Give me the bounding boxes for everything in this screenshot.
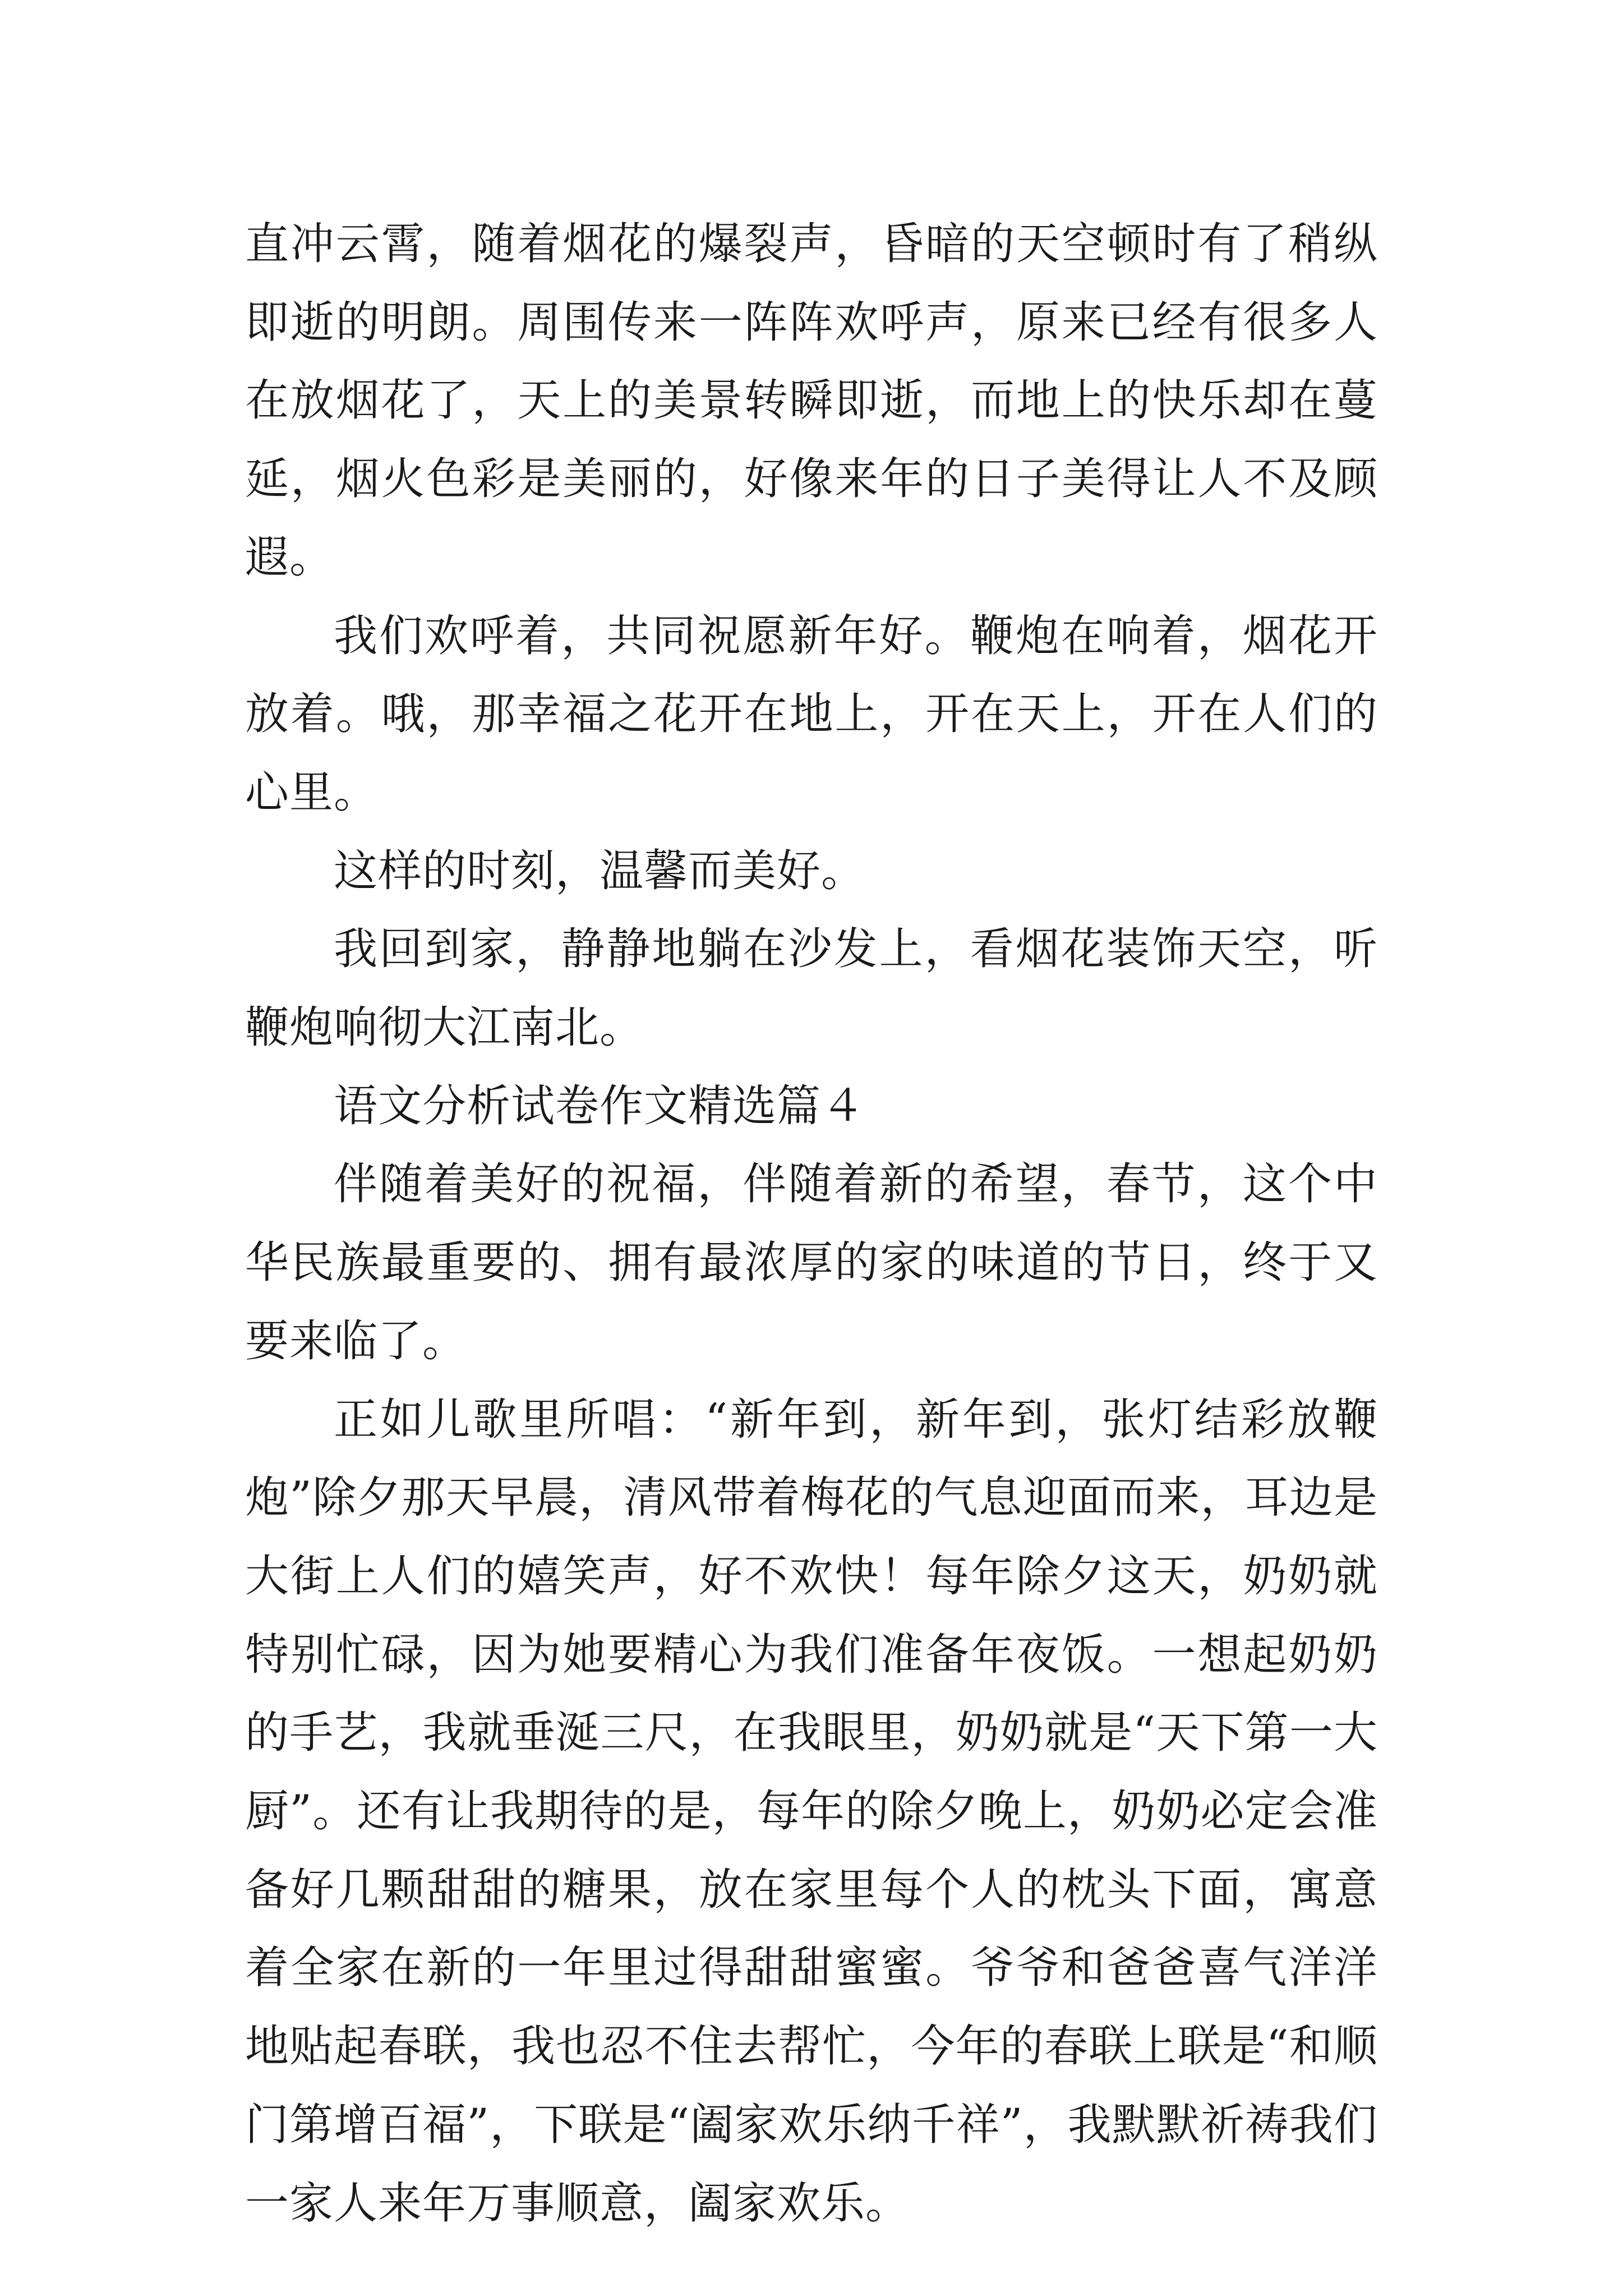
paragraph-4: 我回到家，静静地躺在沙发上，看烟花装饰天空，听鞭炮响彻大江南北。 xyxy=(245,924,1378,1053)
paragraph-6: 正如儿歌里所唱：“新年到，新年到，张灯结彩放鞭炮”除夕那天早晨，清风带着梅花的气息迎面而来，耳边是大街上人们的嬉笑声，好不欢快！每年除夕这天，奶奶就特别忙碌，因为她要精心为我们准备年夜饭。一想起奶奶的手艺，我就垂涎三尺，在我眼里，奶奶就是“天下第一大厨”。还有让我期待的是，每年的除夕晚上，奶奶必定会准备好几颗甜甜的糖果，放在家里每个人的枕头下面，寓意着全家在新的一年里过得甜甜蜜蜜。爷爷和爸爸喜气洋洋地贴起春联，我也忍不住去帮忙，今年的春联上联是“和顺门第增百福”，下联是“阖家欢乐纳千祥”，我默默祈祷我们一家人来年万事顺意，阖家欢乐。 xyxy=(245,1394,1378,2229)
paragraph-5: 伴随着美好的祝福，伴随着新的希望，春节，这个中华民族最重要的、拥有最浓厚的家的味道的节日，终于又要来临了。 xyxy=(245,1159,1378,1366)
document-body xyxy=(245,205,1378,2243)
paragraph-2: 我们欢呼着，共同祝愿新年好。鞭炮在响着，烟花开放着。哦，那幸福之花开在地上，开在天上，开在人们的心里。 xyxy=(245,610,1378,818)
section-heading: 语文分析试卷作文精选篇４ xyxy=(334,1080,866,1131)
paragraph-3: 这样的时刻，温馨而美好。 xyxy=(334,845,866,896)
paragraph-1: 直冲云霄，随着烟花的爆裂声，昏暗的天空顿时有了稍纵即逝的明朗。周围传来一阵阵欢呼声，原来已经有很多人在放烟花了，天上的美景转瞬即逝，而地上的快乐却在蔓延，烟火色彩是美丽的，好像来年的日子美得让人不及顾遐。 xyxy=(245,219,1378,583)
